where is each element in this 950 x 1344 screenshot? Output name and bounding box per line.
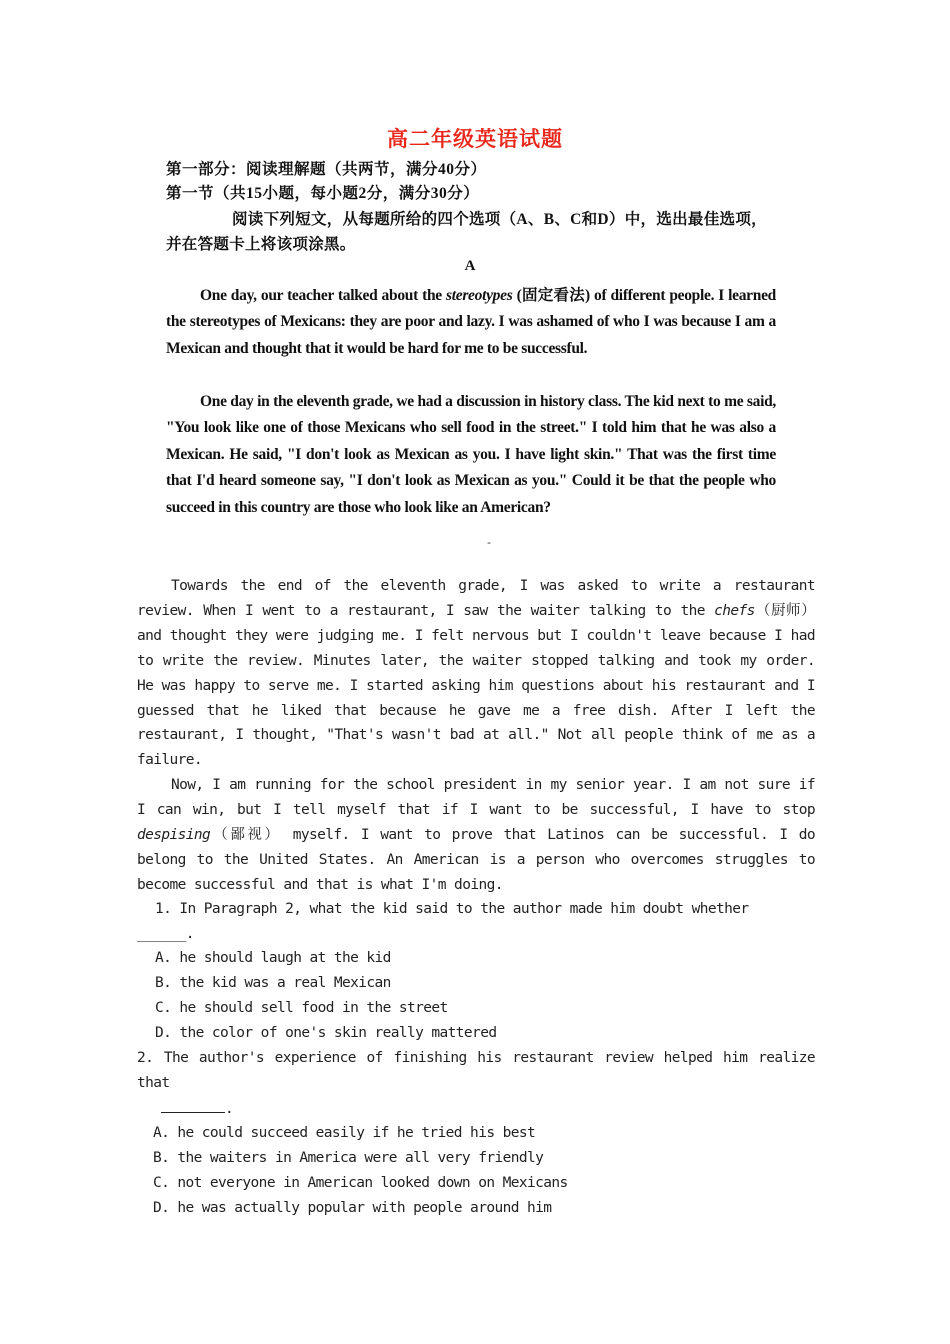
p2-text: One day in the eleventh grade, we had a discussion in history class. The kid next to me said, "You look like one of those Mexicans who sell food in the street." I told him that he was also a Mexican. He said, "I don't look as Mexican as you. I have light skin." That was the first time that I'd heard someone say, "I don't look as Mexican as you." Could it be that the people who succeed in this country are those who look like an American? bbox=[166, 393, 776, 516]
p3-gloss: （厨师） bbox=[754, 602, 815, 619]
instructions-line-2: 并在答题卡上将该项涂黑。 bbox=[166, 236, 356, 253]
p4-gloss: （鄙视） bbox=[210, 826, 282, 843]
p1-gloss: (固定看法) bbox=[512, 287, 590, 304]
question-1-stem: 1. In Paragraph 2, what the kid said to the author made him doubt whether ______. bbox=[137, 901, 749, 942]
question-1-blank: ______. bbox=[137, 925, 194, 942]
instructions bbox=[166, 207, 778, 257]
passage-paragraph-4 bbox=[137, 773, 815, 898]
p3-text-after: and thought they were judging me. I felt nervous but I couldn't leave because I had to write the review. Minutes later, the waiter stopped talking and took my order. He was happy to serve me. I started asking him questions about his restaurant and I guessed that he liked that because he gave me a free dish. After I left the restaurant, I thought, "That's wasn't bad at all." Not all people think of me as a failure. bbox=[137, 627, 815, 769]
section-heading: 第一节（共15小题，每小题2分，满分30分） bbox=[166, 185, 480, 202]
p4-text-after: myself. I want to prove that Latinos can be successful. I do belong to the United States. An American is a person who overcomes struggles to become successful and that is what I'm doing. bbox=[137, 826, 815, 893]
question-2-option-c[interactable]: C. not everyone in American looked down on Mexicans bbox=[153, 1175, 568, 1191]
separator-mark: - bbox=[487, 536, 491, 549]
question-1-option-b[interactable]: B. the kid was a real Mexican bbox=[155, 975, 391, 991]
question-2-option-a[interactable]: A. he could succeed easily if he tried his best bbox=[153, 1125, 536, 1141]
question-2-option-d[interactable]: D. he was actually popular with people around him bbox=[153, 1200, 552, 1216]
question-1-option-c[interactable]: C. he should sell food in the street bbox=[155, 1000, 448, 1016]
question-2-stem: 2. The author's experience of finishing his restaurant review helped him realize that bbox=[137, 1050, 815, 1091]
page-title: 高二年级英语试题 bbox=[387, 126, 563, 151]
passage-label: A bbox=[464, 258, 476, 274]
passage-paragraph-2 bbox=[166, 389, 776, 521]
p4-text-before: Now, I am running for the school president in my senior year. I am not sure if I can win, but I tell myself that if I want to be successful, I have to stop bbox=[137, 777, 815, 818]
question-2-blank: . bbox=[161, 1096, 234, 1117]
instructions-line-1: 阅读下列短文，从每题所给的四个选项（A、B、C和D）中，选出最佳选项， bbox=[232, 211, 767, 228]
question-2-option-b[interactable]: B. the waiters in America were all very friendly bbox=[153, 1150, 544, 1166]
p1-text-after: of different people. I learned the stereotypes of Mexicans: they are poor and lazy. I was ashamed of who I was because I am a Mexican and thought that it would be hard for me to be successful. bbox=[166, 287, 776, 357]
p4-term: despising bbox=[137, 826, 211, 843]
passage-paragraph-1 bbox=[166, 283, 776, 362]
p1-term: stereotypes bbox=[446, 287, 513, 304]
part-heading: 第一部分：阅读理解题（共两节，满分40分） bbox=[166, 161, 487, 178]
passage-paragraph-3 bbox=[137, 574, 815, 773]
p3-text-before: Towards the end of the eleventh grade, I was asked to write a restaurant review. When I went to a restaurant, I saw the waiter talking to the bbox=[137, 578, 815, 619]
question-1-option-a[interactable]: A. he should laugh at the kid bbox=[155, 950, 391, 966]
p1-text-before: One day, our teacher talked about the bbox=[200, 287, 446, 304]
p3-term: chefs bbox=[714, 602, 755, 619]
question-1-option-d[interactable]: D. the color of one's skin really mattered bbox=[155, 1025, 497, 1041]
